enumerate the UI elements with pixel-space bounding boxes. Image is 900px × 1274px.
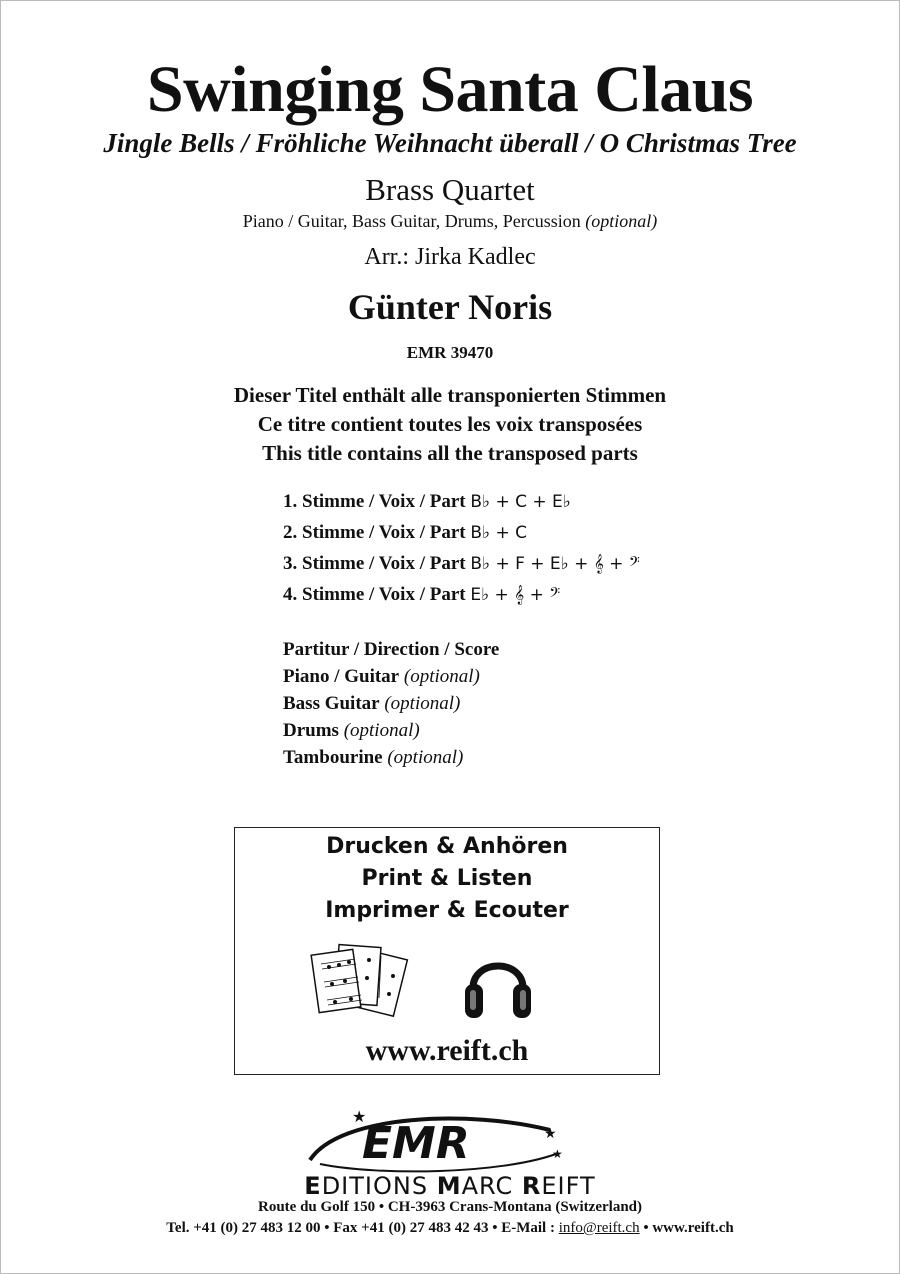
page-title: Swinging Santa Claus [146,53,754,126]
email-link[interactable]: info@reift.ch [558,1220,640,1236]
part-label: 1. Stimme / Voix / Part [283,491,466,512]
extra-row [283,636,499,663]
extra-optional: (optional) [384,693,461,714]
extra-label: Drums [283,720,339,741]
part-keys: B♭ + F + E♭ + 𝄞 + 𝄢 [470,554,640,574]
promo-line-french: Imprimer & Ecouter [325,898,569,923]
extra-optional: (optional) [343,720,420,741]
publisher-name [0,1172,900,1200]
instrumentation-optional: (optional) [585,211,658,231]
note-german: Dieser Titel enthält alle transponierten Stimmen [233,383,667,407]
extra-row [283,744,499,771]
extra-label: Partitur / Direction / Score [283,639,500,660]
extras-list [283,636,499,771]
catalog-number: EMR 39470 [406,343,494,362]
publisher-address: Route du Golf 150 • CH-3963 Crans-Montana (Switzerland) [258,1199,642,1215]
publisher-name-initial: R [521,1172,542,1200]
promo-line-german: Drucken & Anhören [326,834,568,859]
parts-list [283,486,640,610]
part-label: 3. Stimme / Voix / Part [283,553,466,574]
publisher-name-word: EIFT [541,1172,596,1200]
extra-optional: (optional) [403,666,480,687]
extra-optional: (optional) [387,747,464,768]
instrumentation-text: Piano / Guitar, Bass Guitar, Drums, Percussion [242,211,581,231]
part-label: 2. Stimme / Voix / Part [283,522,466,543]
star-icon: ★ [552,1147,563,1161]
part-keys: B♭ + C + E♭ [470,492,571,512]
contact-phone-fax: Tel. +41 (0) 27 483 12 00 • Fax +41 (0) 27 483 42 43 • E-Mail : [166,1220,555,1236]
instrumentation [0,211,900,232]
promo-line-english: Print & Listen [361,866,533,891]
sheet-music-icon [307,938,419,1028]
logo-text: EMR [362,1118,470,1169]
note-english: This title contains all the transposed parts [262,441,638,465]
publisher-name-word: DITIONS [321,1172,437,1200]
subtitle: Jingle Bells / Fröhliche Weihnacht überall / O Christmas Tree [103,128,797,158]
part-row [283,517,640,548]
star-icon: ★ [352,1108,367,1126]
part-label: 4. Stimme / Voix / Part [283,584,466,605]
extra-label: Piano / Guitar [283,666,400,687]
extra-label: Tambourine [283,747,383,768]
part-row [283,548,640,579]
publisher-name-initial: E [304,1172,322,1200]
part-row [283,486,640,517]
composer: Günter Noris [347,287,553,327]
ensemble: Brass Quartet [365,172,535,207]
extra-label: Bass Guitar [283,693,380,714]
extra-row [283,663,499,690]
extra-row [283,690,499,717]
contact-website: • www.reift.ch [643,1220,734,1236]
publisher-contact [0,1220,900,1237]
print-listen-box[interactable] [234,827,660,1075]
part-keys: B♭ + C [470,523,527,543]
note-french: Ce titre contient toutes les voix transposées [257,412,643,436]
arranger: Arr.: Jirka Kadlec [364,244,536,270]
publisher-name-initial: M [436,1172,462,1200]
star-icon: ★ [544,1126,557,1142]
publisher-name-word: ARC [461,1172,522,1200]
headphones-icon [463,940,533,1026]
extra-row [283,717,499,744]
part-keys: E♭ + 𝄞 + 𝄢 [470,585,561,605]
part-row [283,579,640,610]
emr-logo [300,1108,580,1178]
website-link[interactable]: www.reift.ch [365,1034,529,1067]
